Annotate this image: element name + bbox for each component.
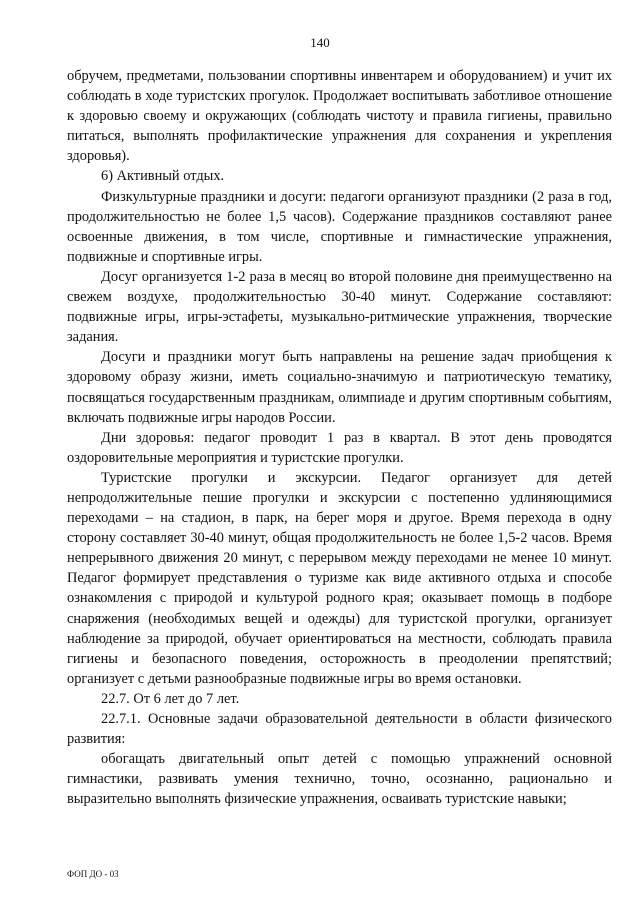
paragraph-holidays: Физкультурные праздники и досуги: педагоги организуют праздники (2 раза в год, продолжительностью не более 1,5 часов). Содержание праздников составляют ранее освоенные движения, в том числе, спортивные и гимнастические упражнения, подвижные и спортивные игры. [67, 188, 612, 265]
paragraph-health-days: Дни здоровья: педагог проводит 1 раз в квартал. В этот день проводятся оздоровительные мероприятия и туристские прогулки. [67, 429, 612, 466]
paragraph-continuation: обручем, предметами, пользовании спортивны инвентарем и оборудованием) и учит их соблюдать в ходе туристских прогулок. Продолжает воспитывать заботливое отношение к здоровью своему и окружающих (соблюдать чистоту и правила гигиены, правильно питаться, выполнять профилактические упражнения для сохранения и укрепления здоровья). [67, 68, 612, 165]
subsection-heading-tasks: 22.7.1. Основные задачи образовательной деятельности в области физического развития: [67, 711, 612, 748]
footer-document-code: ФОП ДО - 03 [67, 869, 119, 879]
section-heading-age-6-7: 22.7. От 6 лет до 7 лет. [101, 690, 240, 707]
paragraph-leisure: Досуг организуется 1-2 раза в месяц во второй половине дня преимущественно на свежем воздухе, продолжительностью 30-40 минут. Содержание составляют: подвижные игры, игры-эстафеты, музыкально-ритмические упражнения, творческие задания. [67, 268, 612, 346]
document-body [67, 66, 612, 809]
paragraph-task-motor-experience: обогащать двигательный опыт детей с помощью упражнений основной гимнастики, развивать умения технично, точно, осознанно, рационально и выразительно выполнять физические упражнения, осваивать туристские навыки; [67, 751, 612, 808]
paragraph-leisure-goals: Досуги и праздники могут быть направлены на решение задач приобщения к здоровому образу жизни, иметь социально-значимую и патриотическую тематику, посвящаться государственным праздникам, олимпиаде и другим спортивным событиям, включать подвижные игры народов России. [67, 349, 612, 426]
page-number: 140 [310, 35, 330, 50]
section-heading-active-rest: 6) Активный отдых. [101, 168, 225, 185]
paragraph-tourist-walks: Туристские прогулки и экскурсии. Педагог организует для детей непродолжительные пешие прогулки и экскурсии с постепенно удлиняющимися переходами – на стадион, в парк, на берег моря и другое. Время перехода в одну сторону составляет 30-40 минут, общая продолжительность не более 1,5-2 часов. Время непрерывного движения 20 минут, с перерывом между переходами не менее 10 минут. Педагог формирует представления о туризме как виде активного отдыха и способе ознакомления с природой и культурой родного края; оказывает помощь в подборе снаряжения (необходимых вещей и одежды) для туристской прогулки, организует наблюдение за природой, обучает ориентироваться на местности, соблюдать правила гигиены и безопасного поведения, осторожность в преодолении препятствий; организует с детьми разнообразные подвижные игры во время остановки. [67, 469, 612, 687]
